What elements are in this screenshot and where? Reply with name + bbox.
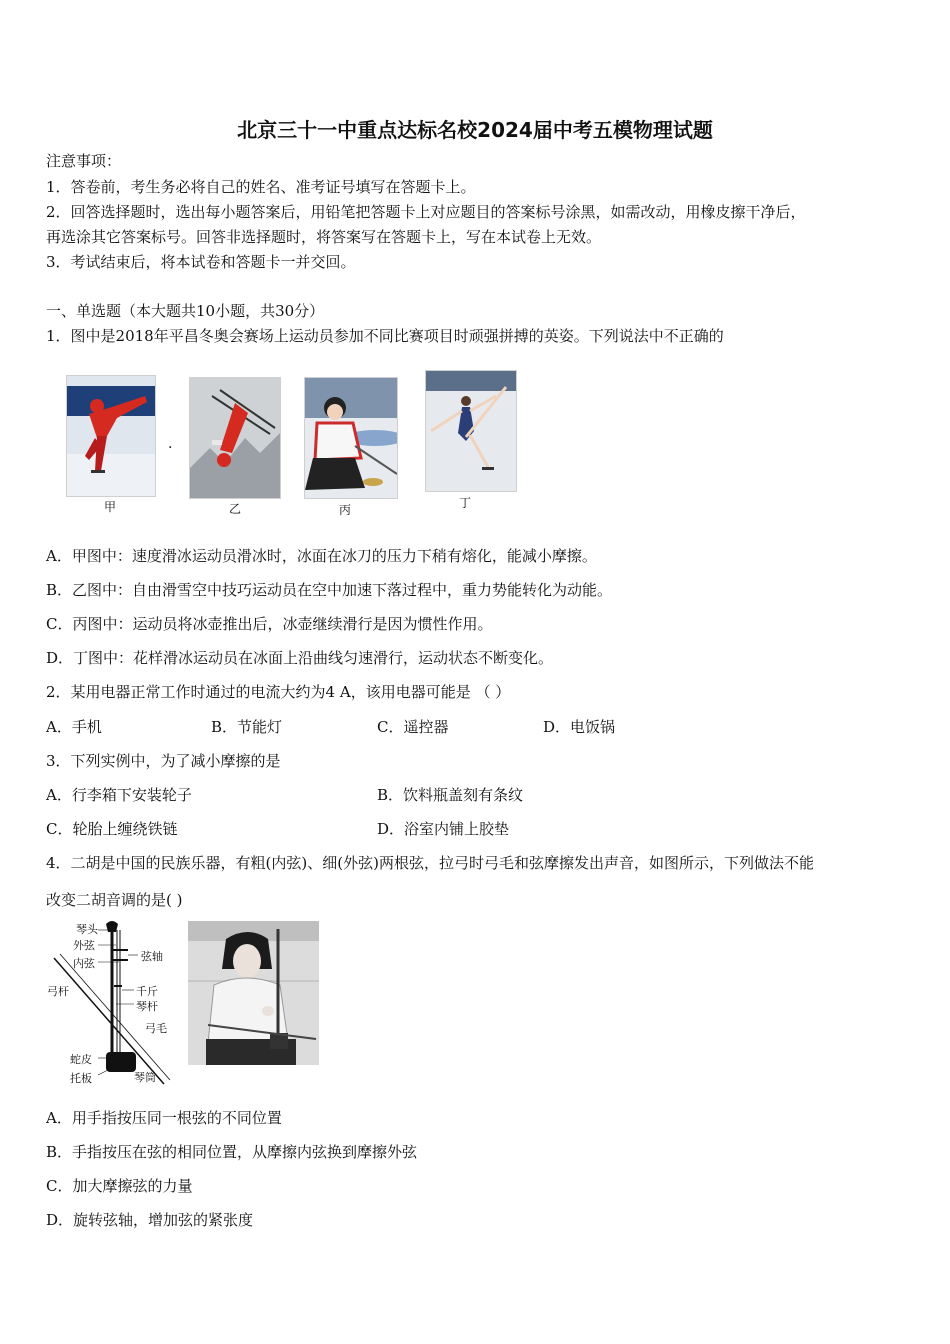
figure-skater-image xyxy=(426,371,516,491)
q2-option-d: D．电饭锅 xyxy=(543,718,616,736)
label-gongmao: 弓毛 xyxy=(145,1022,167,1035)
q3-option-a: A．行李箱下安装轮子 xyxy=(46,786,192,804)
aerial-skier-image xyxy=(190,378,280,498)
photo-speed-skating xyxy=(66,375,156,497)
q4-option-a: A．用手指按压同一根弦的不同位置 xyxy=(46,1109,282,1127)
photo-aerial-skiing xyxy=(189,377,281,499)
caption-jia: 甲 xyxy=(104,500,117,514)
q2-option-c: C．遥控器 xyxy=(377,718,449,736)
label-tuoban: 托板 xyxy=(70,1072,92,1085)
label-qianjin: 千斤 xyxy=(136,985,158,998)
section-heading: 一、单选题（本大题共10小题，共30分） xyxy=(46,302,325,320)
q3-stem: 3．下列实例中，为了减小摩擦的是 xyxy=(46,752,281,770)
notice-heading: 注意事项： xyxy=(46,152,122,170)
q3-option-c: C．轮胎上缠绕铁链 xyxy=(46,820,178,838)
label-qintong: 琴筒 xyxy=(134,1071,156,1084)
q1-stem: 1．图中是2018年平昌冬奥会赛场上运动员参加不同比赛项目时顽强拼搏的英姿。下列说法中不正确的 xyxy=(46,327,724,345)
label-qintou: 琴头 xyxy=(76,923,98,936)
q1-option-a: A．甲图中：速度滑冰运动员滑冰时，冰面在冰刀的压力下稍有熔化，能减小摩擦。 xyxy=(46,547,597,565)
q1-option-d: D．丁图中：花样滑冰运动员在冰面上沿曲线匀速滑行，运动状态不断变化。 xyxy=(46,649,554,667)
photo-erhu-player xyxy=(188,921,319,1065)
q4-option-b: B．手指按压在弦的相同位置，从摩擦内弦换到摩擦外弦 xyxy=(46,1143,418,1161)
label-waixian: 外弦 xyxy=(73,939,95,952)
curling-image xyxy=(305,378,397,498)
notice-item: 1．答卷前，考生务必将自己的姓名、准考证号填写在答题卡上。 xyxy=(46,178,476,196)
q1-option-c: C．丙图中：运动员将冰壶推出后，冰壶继续滑行是因为惯性作用。 xyxy=(46,615,493,633)
q4-option-c: C．加大摩擦弦的力量 xyxy=(46,1177,193,1195)
caption-yi: 乙 xyxy=(229,502,242,516)
notice-item: 3．考试结束后，将本试卷和答题卡一并交回。 xyxy=(46,253,356,271)
photo-figure-skating xyxy=(425,370,517,492)
label-gonggan: 弓杆 xyxy=(47,985,69,998)
q3-option-d: D．浴室内铺上胶垫 xyxy=(377,820,510,838)
label-qingan: 琴杆 xyxy=(136,1000,158,1013)
caption-ding: 丁 xyxy=(459,496,472,510)
label-neixian: 内弦 xyxy=(73,957,95,970)
q2-stem: 2．某用电器正常工作时通过的电流大约为4 A，该用电器可能是 （ ） xyxy=(46,683,511,701)
q4-stem-line1: 4．二胡是中国的民族乐器，有粗(内弦)、细(外弦)两根弦，拉弓时弓毛和弦摩擦发出声音，如图所示，下列做法不能 xyxy=(46,854,814,872)
speed-skater-image xyxy=(67,376,155,496)
notice-item: 2．回答选择题时，选出每小题答案后，用铅笔把答题卡上对应题目的答案标号涂黑，如需改动，用橡皮擦干净后， xyxy=(46,203,806,221)
q2-option-a: A．手机 xyxy=(46,718,102,736)
q4-stem-line2: 改变二胡音调的是( ) xyxy=(46,891,183,909)
q1-option-b: B．乙图中：自由滑雪空中技巧运动员在空中加速下落过程中，重力势能转化为动能。 xyxy=(46,581,613,599)
q3-option-b: B．饮料瓶盖刻有条纹 xyxy=(377,786,524,804)
label-shepi: 蛇皮 xyxy=(70,1053,92,1066)
q1-dot: . xyxy=(168,436,173,452)
caption-bing: 丙 xyxy=(339,503,352,517)
page-title: 北京三十一中重点达标名校2024届中考五模物理试题 xyxy=(237,118,713,142)
photo-curling xyxy=(304,377,398,499)
q4-option-d: D．旋转弦轴，增加弦的紧张度 xyxy=(46,1211,254,1229)
notice-item: 再选涂其它答案标号。回答非选择题时，将答案写在答题卡上，写在本试卷上无效。 xyxy=(46,228,602,246)
label-xianzhou: 弦轴 xyxy=(141,950,163,963)
q2-option-b: B．节能灯 xyxy=(211,718,283,736)
erhu-player-image xyxy=(188,921,319,1065)
